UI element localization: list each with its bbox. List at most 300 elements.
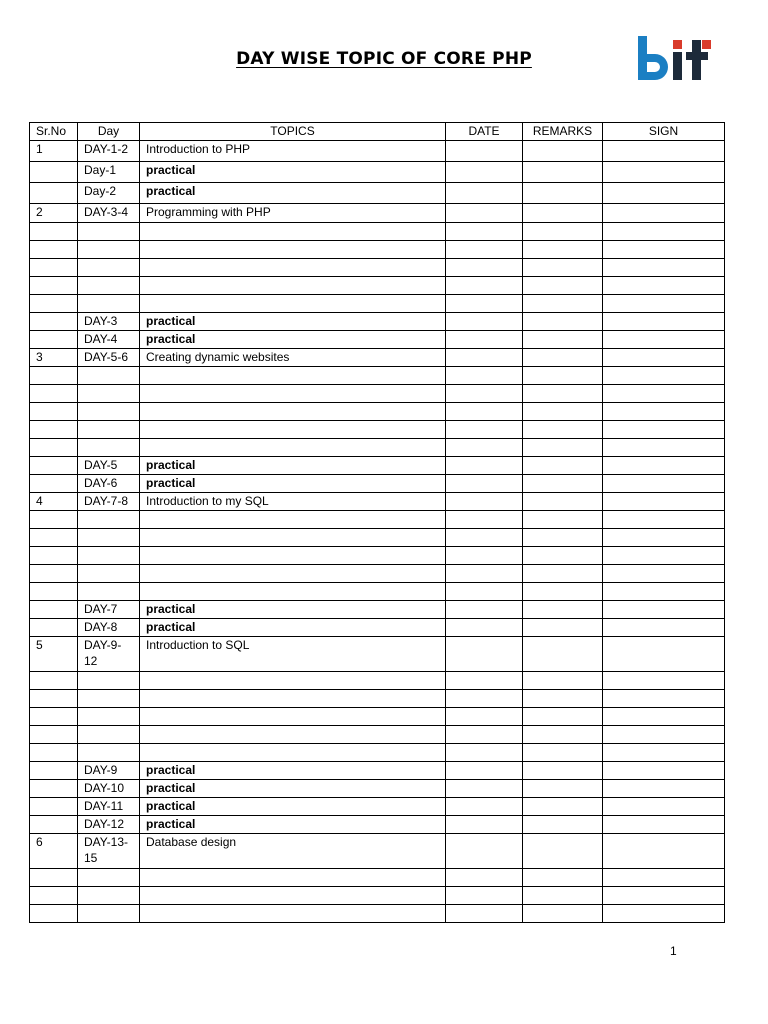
cell-remarks	[523, 816, 603, 834]
table-row	[30, 439, 725, 457]
cell-srno	[30, 313, 78, 331]
cell-remarks	[523, 439, 603, 457]
cell-day: DAY-8	[78, 619, 140, 637]
cell-day	[78, 726, 140, 744]
cell-remarks	[523, 385, 603, 403]
cell-date	[446, 204, 523, 223]
cell-date	[446, 241, 523, 259]
cell-day: Day-1	[78, 162, 140, 183]
cell-sign	[603, 762, 725, 780]
cell-topic: practical	[140, 816, 446, 834]
cell-srno	[30, 403, 78, 421]
cell-topic	[140, 529, 446, 547]
cell-remarks	[523, 619, 603, 637]
table-row	[30, 331, 725, 349]
cell-topic	[140, 547, 446, 565]
cell-day	[78, 672, 140, 690]
table-row	[30, 421, 725, 439]
cell-date	[446, 583, 523, 601]
cell-day	[78, 905, 140, 923]
cell-topic	[140, 511, 446, 529]
cell-day: DAY-9-12	[78, 637, 140, 672]
cell-sign	[603, 798, 725, 816]
cell-date	[446, 331, 523, 349]
cell-remarks	[523, 331, 603, 349]
cell-day	[78, 869, 140, 887]
cell-remarks	[523, 349, 603, 367]
cell-remarks	[523, 511, 603, 529]
cell-remarks	[523, 493, 603, 511]
cell-date	[446, 277, 523, 295]
col-header-topics: TOPICS	[140, 123, 446, 141]
cell-srno	[30, 905, 78, 923]
cell-topic	[140, 403, 446, 421]
cell-topic	[140, 277, 446, 295]
cell-day: DAY-5	[78, 457, 140, 475]
cell-sign	[603, 457, 725, 475]
cell-day	[78, 259, 140, 277]
cell-day: DAY-9	[78, 762, 140, 780]
cell-date	[446, 637, 523, 672]
document-title: DAY WISE TOPIC OF CORE PHP	[236, 49, 532, 69]
cell-srno	[30, 869, 78, 887]
cell-sign	[603, 672, 725, 690]
cell-remarks	[523, 183, 603, 204]
cell-srno	[30, 162, 78, 183]
cell-sign	[603, 183, 725, 204]
cell-date	[446, 141, 523, 162]
logo-b-bowl	[647, 54, 668, 80]
cell-topic: Introduction to PHP	[140, 141, 446, 162]
cell-topic	[140, 690, 446, 708]
cell-sign	[603, 780, 725, 798]
cell-remarks	[523, 762, 603, 780]
cell-srno	[30, 331, 78, 349]
cell-topic	[140, 223, 446, 241]
cell-topic: practical	[140, 780, 446, 798]
cell-srno	[30, 529, 78, 547]
cell-topic	[140, 708, 446, 726]
cell-remarks	[523, 583, 603, 601]
cell-day: DAY-7	[78, 601, 140, 619]
cell-sign	[603, 141, 725, 162]
table-row	[30, 475, 725, 493]
cell-srno	[30, 457, 78, 475]
cell-srno: 6	[30, 834, 78, 869]
cell-date	[446, 834, 523, 869]
cell-topic	[140, 421, 446, 439]
cell-sign	[603, 529, 725, 547]
cell-topic	[140, 439, 446, 457]
bit-logo	[636, 34, 714, 82]
cell-sign	[603, 493, 725, 511]
table-row	[30, 313, 725, 331]
cell-remarks	[523, 869, 603, 887]
cell-topic: practical	[140, 313, 446, 331]
table-row	[30, 887, 725, 905]
cell-remarks	[523, 780, 603, 798]
cell-srno	[30, 421, 78, 439]
cell-sign	[603, 708, 725, 726]
cell-remarks	[523, 565, 603, 583]
table-row	[30, 583, 725, 601]
cell-date	[446, 690, 523, 708]
cell-topic: practical	[140, 457, 446, 475]
cell-sign	[603, 421, 725, 439]
cell-topic	[140, 367, 446, 385]
cell-srno	[30, 183, 78, 204]
cell-sign	[603, 565, 725, 583]
cell-sign	[603, 511, 725, 529]
cell-topic	[140, 726, 446, 744]
logo-i-dot	[673, 40, 682, 49]
cell-topic	[140, 869, 446, 887]
table-row	[30, 493, 725, 511]
cell-srno	[30, 780, 78, 798]
page-number: 1	[670, 944, 677, 958]
cell-date	[446, 403, 523, 421]
cell-date	[446, 905, 523, 923]
cell-day: DAY-5-6	[78, 349, 140, 367]
table-row	[30, 798, 725, 816]
cell-sign	[603, 331, 725, 349]
cell-sign	[603, 869, 725, 887]
cell-srno	[30, 708, 78, 726]
table-row	[30, 905, 725, 923]
table-row	[30, 565, 725, 583]
cell-topic: Creating dynamic websites	[140, 349, 446, 367]
cell-sign	[603, 241, 725, 259]
cell-topic	[140, 887, 446, 905]
cell-sign	[603, 223, 725, 241]
col-header-sign: SIGN	[603, 123, 725, 141]
cell-date	[446, 385, 523, 403]
table-row	[30, 672, 725, 690]
cell-topic	[140, 259, 446, 277]
cell-topic	[140, 583, 446, 601]
cell-remarks	[523, 457, 603, 475]
cell-srno	[30, 601, 78, 619]
logo-t-bar	[686, 52, 708, 60]
table-row	[30, 295, 725, 313]
cell-sign	[603, 637, 725, 672]
cell-sign	[603, 162, 725, 183]
cell-sign	[603, 619, 725, 637]
table-row	[30, 529, 725, 547]
table-row	[30, 708, 725, 726]
cell-srno	[30, 744, 78, 762]
cell-topic	[140, 744, 446, 762]
cell-sign	[603, 887, 725, 905]
cell-topic	[140, 565, 446, 583]
cell-topic: Programming with PHP	[140, 204, 446, 223]
cell-srno: 5	[30, 637, 78, 672]
logo-t-dot	[702, 40, 711, 49]
cell-remarks	[523, 141, 603, 162]
cell-remarks	[523, 313, 603, 331]
cell-day	[78, 887, 140, 905]
cell-srno	[30, 816, 78, 834]
cell-srno	[30, 475, 78, 493]
cell-day	[78, 565, 140, 583]
table-row	[30, 744, 725, 762]
cell-srno	[30, 367, 78, 385]
cell-remarks	[523, 259, 603, 277]
cell-date	[446, 493, 523, 511]
cell-day	[78, 439, 140, 457]
col-header-day: Day	[78, 123, 140, 141]
cell-srno	[30, 241, 78, 259]
cell-date	[446, 780, 523, 798]
cell-srno: 1	[30, 141, 78, 162]
cell-day: DAY-4	[78, 331, 140, 349]
table-row	[30, 816, 725, 834]
cell-sign	[603, 277, 725, 295]
cell-srno	[30, 690, 78, 708]
cell-topic: practical	[140, 162, 446, 183]
cell-srno	[30, 547, 78, 565]
cell-day: Day-2	[78, 183, 140, 204]
table-row	[30, 547, 725, 565]
cell-date	[446, 295, 523, 313]
col-header-date: DATE	[446, 123, 523, 141]
cell-topic: practical	[140, 601, 446, 619]
cell-day	[78, 241, 140, 259]
cell-srno: 4	[30, 493, 78, 511]
cell-day	[78, 367, 140, 385]
cell-sign	[603, 726, 725, 744]
cell-srno	[30, 295, 78, 313]
cell-remarks	[523, 834, 603, 869]
cell-sign	[603, 744, 725, 762]
cell-remarks	[523, 798, 603, 816]
cell-srno	[30, 619, 78, 637]
cell-date	[446, 798, 523, 816]
cell-topic	[140, 672, 446, 690]
cell-date	[446, 816, 523, 834]
table-row	[30, 457, 725, 475]
cell-day	[78, 295, 140, 313]
cell-date	[446, 887, 523, 905]
logo-i-stem	[673, 52, 682, 80]
cell-day	[78, 511, 140, 529]
cell-day: DAY-1-2	[78, 141, 140, 162]
cell-srno	[30, 887, 78, 905]
cell-day	[78, 385, 140, 403]
table-row	[30, 869, 725, 887]
table-header-row	[30, 123, 725, 141]
cell-date	[446, 223, 523, 241]
cell-srno	[30, 277, 78, 295]
table-row	[30, 619, 725, 637]
cell-date	[446, 726, 523, 744]
cell-srno	[30, 223, 78, 241]
table-row	[30, 223, 725, 241]
cell-topic	[140, 295, 446, 313]
cell-topic: practical	[140, 183, 446, 204]
cell-day: DAY-11	[78, 798, 140, 816]
cell-topic: practical	[140, 762, 446, 780]
cell-day: DAY-6	[78, 475, 140, 493]
cell-remarks	[523, 905, 603, 923]
cell-remarks	[523, 204, 603, 223]
cell-day	[78, 277, 140, 295]
cell-topic: practical	[140, 619, 446, 637]
cell-srno: 2	[30, 204, 78, 223]
cell-day	[78, 403, 140, 421]
table-row	[30, 834, 725, 869]
cell-date	[446, 259, 523, 277]
cell-day	[78, 529, 140, 547]
cell-topic: Database design	[140, 834, 446, 869]
cell-remarks	[523, 403, 603, 421]
cell-remarks	[523, 601, 603, 619]
table-row	[30, 183, 725, 204]
cell-srno	[30, 762, 78, 780]
cell-date	[446, 162, 523, 183]
table-row	[30, 162, 725, 183]
table-row	[30, 241, 725, 259]
cell-remarks	[523, 708, 603, 726]
cell-sign	[603, 583, 725, 601]
cell-sign	[603, 403, 725, 421]
cell-date	[446, 619, 523, 637]
cell-date	[446, 475, 523, 493]
cell-remarks	[523, 529, 603, 547]
logo-b-stem	[638, 36, 647, 80]
cell-date	[446, 367, 523, 385]
cell-sign	[603, 690, 725, 708]
cell-remarks	[523, 637, 603, 672]
cell-date	[446, 183, 523, 204]
cell-sign	[603, 547, 725, 565]
cell-srno	[30, 672, 78, 690]
cell-sign	[603, 475, 725, 493]
cell-sign	[603, 295, 725, 313]
cell-sign	[603, 313, 725, 331]
cell-srno	[30, 385, 78, 403]
cell-day	[78, 421, 140, 439]
cell-remarks	[523, 744, 603, 762]
cell-remarks	[523, 547, 603, 565]
table-row	[30, 367, 725, 385]
cell-remarks	[523, 690, 603, 708]
cell-remarks	[523, 887, 603, 905]
cell-day: DAY-3-4	[78, 204, 140, 223]
cell-remarks	[523, 223, 603, 241]
cell-date	[446, 439, 523, 457]
cell-sign	[603, 905, 725, 923]
cell-srno	[30, 259, 78, 277]
table-row	[30, 141, 725, 162]
table-row	[30, 349, 725, 367]
cell-day	[78, 223, 140, 241]
cell-srno	[30, 726, 78, 744]
cell-topic	[140, 241, 446, 259]
cell-date	[446, 672, 523, 690]
cell-day	[78, 708, 140, 726]
cell-sign	[603, 259, 725, 277]
cell-remarks	[523, 277, 603, 295]
cell-topic: practical	[140, 475, 446, 493]
cell-day: DAY-7-8	[78, 493, 140, 511]
cell-topic: practical	[140, 331, 446, 349]
cell-sign	[603, 385, 725, 403]
cell-day: DAY-10	[78, 780, 140, 798]
table-row	[30, 601, 725, 619]
cell-sign	[603, 204, 725, 223]
col-header-remarks: REMARKS	[523, 123, 603, 141]
cell-sign	[603, 816, 725, 834]
table-row	[30, 403, 725, 421]
cell-date	[446, 349, 523, 367]
cell-sign	[603, 834, 725, 869]
cell-remarks	[523, 367, 603, 385]
cell-srno	[30, 583, 78, 601]
cell-srno	[30, 511, 78, 529]
table-row	[30, 277, 725, 295]
cell-day	[78, 583, 140, 601]
cell-remarks	[523, 726, 603, 744]
cell-date	[446, 547, 523, 565]
cell-srno	[30, 439, 78, 457]
cell-topic: Introduction to SQL	[140, 637, 446, 672]
cell-topic: Introduction to my SQL	[140, 493, 446, 511]
cell-date	[446, 421, 523, 439]
table-row	[30, 259, 725, 277]
cell-date	[446, 565, 523, 583]
cell-srno: 3	[30, 349, 78, 367]
cell-date	[446, 869, 523, 887]
table-row	[30, 204, 725, 223]
cell-date	[446, 457, 523, 475]
cell-date	[446, 511, 523, 529]
cell-date	[446, 744, 523, 762]
cell-topic	[140, 905, 446, 923]
table-row	[30, 690, 725, 708]
cell-remarks	[523, 162, 603, 183]
schedule-table	[29, 122, 725, 923]
cell-day	[78, 690, 140, 708]
col-header-srno: Sr.No	[30, 123, 78, 141]
table-row	[30, 637, 725, 672]
cell-day: DAY-13-15	[78, 834, 140, 869]
cell-sign	[603, 349, 725, 367]
cell-day	[78, 744, 140, 762]
cell-remarks	[523, 241, 603, 259]
cell-date	[446, 708, 523, 726]
cell-remarks	[523, 672, 603, 690]
cell-date	[446, 601, 523, 619]
cell-sign	[603, 601, 725, 619]
cell-topic: practical	[140, 798, 446, 816]
cell-remarks	[523, 421, 603, 439]
cell-sign	[603, 367, 725, 385]
table-row	[30, 762, 725, 780]
cell-sign	[603, 439, 725, 457]
cell-day: DAY-3	[78, 313, 140, 331]
cell-date	[446, 762, 523, 780]
table-row	[30, 726, 725, 744]
table-row	[30, 511, 725, 529]
table-row	[30, 780, 725, 798]
table-row	[30, 385, 725, 403]
cell-day: DAY-12	[78, 816, 140, 834]
cell-remarks	[523, 295, 603, 313]
cell-date	[446, 529, 523, 547]
cell-day	[78, 547, 140, 565]
cell-srno	[30, 565, 78, 583]
